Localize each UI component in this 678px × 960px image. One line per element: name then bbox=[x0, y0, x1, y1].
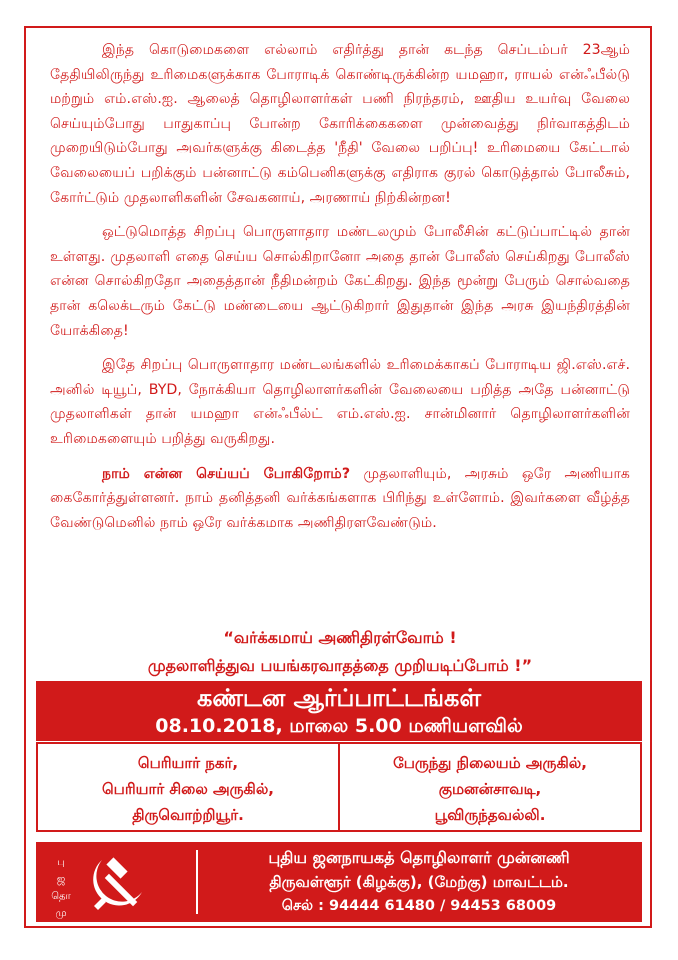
slogan-quote bbox=[60, 624, 620, 680]
body-text bbox=[50, 38, 630, 545]
organization-abbreviation: பு ஜ தொ மு bbox=[51, 857, 71, 919]
paragraph-1: இந்த கொடுமைகளை எல்லாம் எதிர்த்து தான் கடந்த செப்டம்பர் 23ஆம் தேதியிலிருந்து உரிமைகளுக்காக போராடிக் கொண்டிருக்கின்ற யமஹா, ராயல் என்ஃபீல்டு மற்றும் எம்.எஸ்.ஐ. ஆலைத் தொழிலாளர்கள் பணி நிரந்தரம், ஊதிய உயர்வு வேலை செய்யும்போது பாதுகாப்பு போன்ற கோரிக்கைகளை முன்வைத்து நிர்வாகத்திடம் முறையிடும்போது அவர்களுக்கு கிடைத்த 'நீதி' வேலை பறிப்பு! உரிமையை கேட்டால் வேலையைப் பறிக்கும் பன்னாட்டு கம்பெனிகளுக்கு எதிராக குரல் கொடுத்தால் போலீசும், கோர்ட்டும் முதலாளிகளின் சேவகனாய், அரணாய் நிற்கின்றன! bbox=[50, 42, 630, 206]
venue-box bbox=[36, 742, 642, 832]
organization-footer bbox=[36, 842, 642, 922]
protest-banner bbox=[36, 681, 642, 741]
paragraph-2: ஒட்டுமொத்த சிறப்பு பொருளாதார மண்டலமும் போலீசின் கட்டுப்பாட்டில் தான் உள்ளது. முதலாளி எதை செய்ய சொல்கிறானோ அதை தான் போலீஸ் செய்கிறது போலீஸ் என்ன சொல்கிறதோ அதைத்தான் நீதிமன்றம் கேட்கிறது. இந்த மூன்று பேரும் சொல்வதை தான் கலெக்டரும் கேட்டு மண்டையை ஆட்டுகிறார் இதுதான் இந்த அரசு இயந்திரத்தின் யோக்கிதை! bbox=[50, 224, 630, 339]
banner-datetime: 08.10.2018, மாலை 5.00 மணியளவில் bbox=[155, 715, 523, 737]
hammer-sickle-icon bbox=[82, 850, 154, 916]
paragraph-3: இதே சிறப்பு பொருளாதார மண்டலங்களில் உரிமைக்காகப் போராடிய ஜி.எஸ்.எச். அனில் டியூப், BYD, நோக்கியா தொழிலாளர்களின் வேலையை பறித்த அதே பன்னாட்டு முதலாளிகள் தான் யமஹா என்ஃபீல்ட் எம்.எஸ்.ஐ. சான்மினார் தொழிலாளர்களின் உரிமைகளையும் பறித்து வருகிறது. bbox=[50, 357, 630, 447]
paragraph-4-lead: நாம் என்ன செய்யப் போகிறோம்? bbox=[102, 465, 351, 482]
slogan-line-2: முதலாளித்துவ பயங்கரவாதத்தை முறியடிப்போம் !” bbox=[147, 656, 533, 675]
venue-left: பெரியார் நகர், பெரியார் சிலை அருகில், திருவொற்றியூர். bbox=[101, 754, 275, 824]
banner-title: கண்டன ஆர்ப்பாட்டங்கள் bbox=[196, 684, 481, 712]
footer-divider bbox=[196, 850, 198, 914]
paragraph-4: நாம் என்ன செய்யப் போகிறோம்? முதலாளியும், அரசும் ஒரே அணியாக கைகோர்த்துள்ளனர். நாம் தனித்தனி வர்க்கங்களாக பிரிந்து உள்ளோம். இவர்களை வீழ்த்த வேண்டுமெனில் நாம் ஒரே வர்க்கமாக அணிதிரளவேண்டும். bbox=[50, 465, 631, 531]
organization-details bbox=[204, 846, 634, 918]
organization-logo bbox=[42, 848, 154, 919]
slogan-line-1: “வர்க்கமாய் அணிதிரள்வோம் ! bbox=[223, 628, 457, 647]
organization-name: புதிய ஜனநாயகத் தொழிலாளர் முன்னணி bbox=[268, 848, 570, 867]
venue-right: பேருந்து நிலையம் அருகில், குமனன்சாவடி, பூவிருந்தவல்லி. bbox=[338, 744, 640, 830]
organization-district: திருவள்ளூர் (கிழக்கு), (மேற்கு) மாவட்டம். bbox=[269, 873, 569, 891]
contact-phone: செல் : 94444 61480 / 94453 68009 bbox=[281, 898, 557, 914]
